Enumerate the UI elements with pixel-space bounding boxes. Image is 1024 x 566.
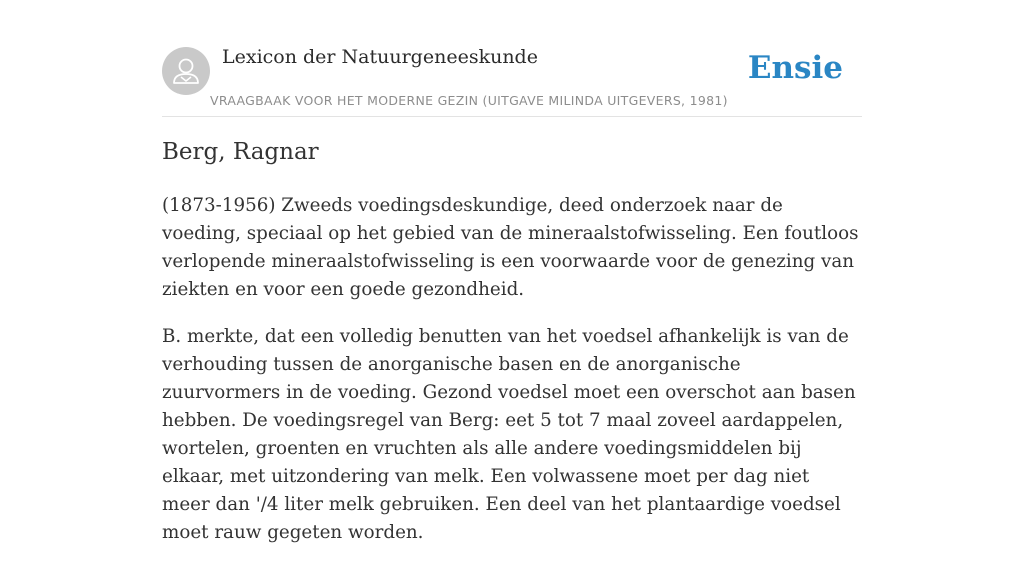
book-subtitle: VRAAGBAAK VOOR HET MODERNE GEZIN (UITGAVE MILINDA UITGEVERS, 1981) — [210, 93, 728, 108]
entry-title: Berg, Ragnar — [162, 139, 319, 165]
user-placeholder-icon[interactable] — [162, 47, 210, 95]
avatar-person-icon — [162, 47, 210, 95]
book-header — [162, 0, 862, 117]
book-title-link[interactable]: Lexicon der Natuurgeneeskunde — [222, 46, 538, 68]
brand-logo[interactable]: Ensie — [747, 50, 843, 86]
entry-content — [162, 192, 862, 566]
entry-paragraph: (1873-1956) Zweeds voedingsdeskundige, deed onderzoek naar de voeding, speciaal op het gebied van de mineraalstofwisseling. Een foutloos verlopende mineraalstofwisseling is een voorwaarde voor de genezing van ziekten en voor een goede gezondheid. — [162, 195, 859, 300]
entry-paragraph: B. merkte, dat een volledig benutten van het voedsel afhankelijk is van de verhouding tussen de anorganische basen en de anorganische zuurvormers in de voeding. Gezond voedsel moet een overschot aan basen hebben. De voedingsregel van Berg: eet 5 tot 7 maal zoveel aardappelen, wortelen, groenten en vruchten als alle andere voedingsmiddelen bij elkaar, met uitzondering van melk. Een volwassene moet per dag niet meer dan '/4 liter melk gebruiken. Een deel van het plantaardige voedsel moet rauw gegeten worden. — [162, 326, 856, 543]
